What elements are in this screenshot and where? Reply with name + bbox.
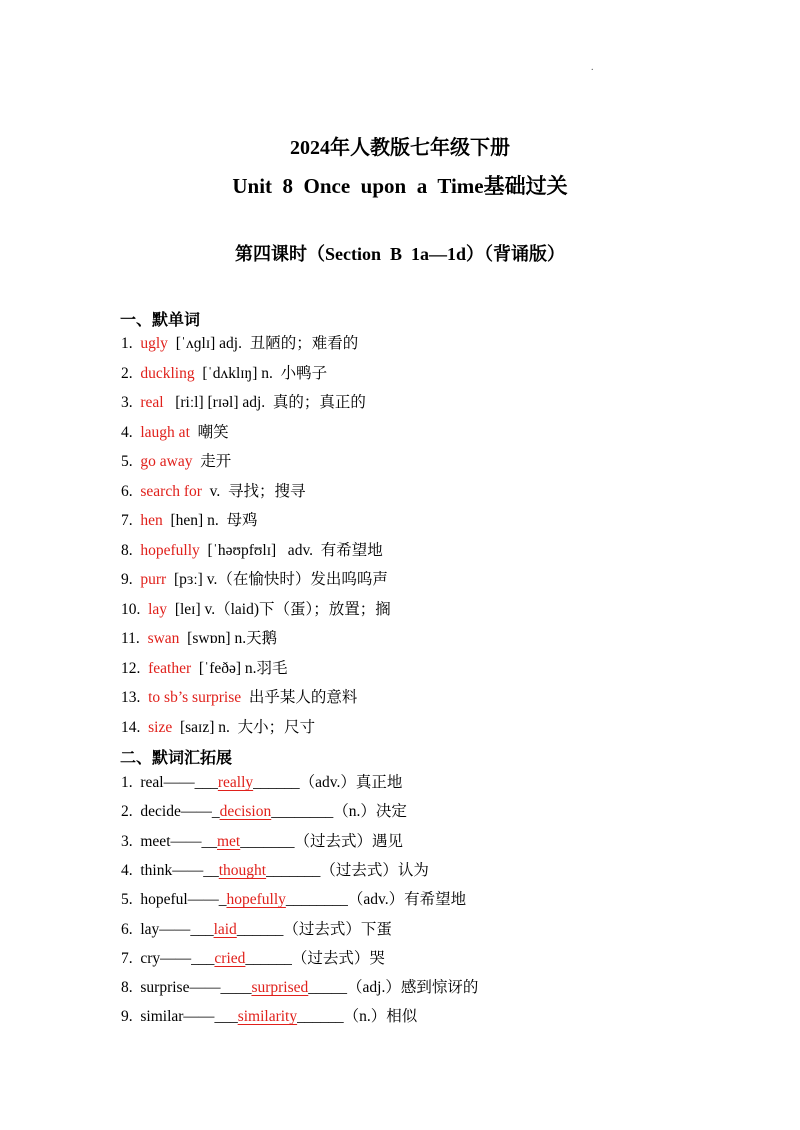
- blank-line: ____: [220, 979, 252, 997]
- derivation-item: [121, 949, 385, 969]
- item-number: 9.: [121, 1008, 133, 1026]
- derivation-item: [121, 890, 466, 910]
- vocab-definition: 出乎某人的意料: [248, 689, 358, 706]
- item-number: 8.: [121, 541, 133, 559]
- answer-word: similarity: [237, 1008, 298, 1026]
- vocab-word: laugh at: [140, 423, 190, 441]
- item-number: 2.: [121, 803, 133, 821]
- vocab-word: real: [140, 394, 164, 411]
- part-of-speech-note: （过去式）哭: [291, 949, 385, 967]
- vocab-definition: [saɪz] n. 大小；尺寸: [179, 718, 316, 736]
- base-word: lay——: [140, 920, 191, 938]
- section2-heading: 二、默词汇拓展: [120, 750, 233, 767]
- blank-line: __: [203, 861, 219, 879]
- vocab-word: feather: [148, 659, 192, 677]
- vocab-definition: 嘲笑: [197, 423, 229, 441]
- item-number: 9.: [121, 571, 133, 588]
- vocab-word: to sb’s surprise: [148, 689, 242, 706]
- item-number: 5.: [121, 891, 133, 909]
- item-number: 6.: [121, 482, 133, 500]
- vocab-item: [121, 423, 229, 443]
- base-word: think——: [140, 861, 204, 879]
- derivation-item: [121, 978, 478, 998]
- blank-line: ___: [191, 949, 215, 967]
- item-number: 6.: [121, 920, 133, 938]
- vocab-item: [121, 541, 383, 561]
- item-number: 4.: [121, 861, 133, 879]
- vocab-item: [121, 600, 391, 620]
- item-number: 3.: [121, 394, 133, 411]
- item-number: 12.: [121, 659, 141, 677]
- vocab-item: [121, 570, 388, 590]
- vocab-definition: [ˈhəʊpfʊlɪ] adv. 有希望地: [207, 541, 383, 559]
- item-number: 11.: [121, 630, 140, 647]
- vocab-word: go away: [140, 453, 193, 470]
- item-number: 13.: [121, 689, 141, 706]
- derivation-item: [121, 832, 403, 852]
- vocab-word: ugly: [140, 335, 168, 352]
- base-word: meet——: [140, 832, 202, 850]
- vocab-definition: [ˈfeðə] n.羽毛: [198, 659, 288, 677]
- vocab-item: [121, 629, 277, 649]
- vocab-item: [121, 452, 231, 472]
- item-number: 1.: [121, 774, 133, 791]
- blank-line: _______: [266, 861, 321, 879]
- vocab-word: size: [148, 718, 173, 736]
- derivation-item: [121, 861, 429, 881]
- item-number: 14.: [121, 718, 141, 736]
- vocab-item: [121, 511, 257, 531]
- base-word: similar——: [140, 1008, 215, 1026]
- derivation-item: [121, 773, 402, 793]
- vocab-item: [121, 393, 366, 413]
- lesson-subtitle: 第四课时（Section B 1a—1d）（背诵版）: [234, 244, 565, 264]
- part-of-speech-note: （n.）相似: [343, 1008, 418, 1026]
- answer-word: hopefully: [226, 891, 286, 909]
- base-word: hopeful——: [140, 891, 219, 909]
- blank-line: _: [218, 891, 227, 909]
- answer-word: surprised: [251, 979, 309, 997]
- item-number: 7.: [121, 512, 133, 529]
- vocab-definition: [ˈdʌklɪŋ] n. 小鸭子: [202, 364, 328, 382]
- vocab-definition: [hen] n. 母鸡: [170, 512, 258, 529]
- item-number: 1.: [121, 335, 133, 352]
- base-word: surprise——: [140, 979, 221, 997]
- vocab-definition: 走开: [200, 453, 232, 470]
- vocab-item: [121, 688, 357, 708]
- answer-word: met: [217, 832, 241, 850]
- vocab-definition: v. 寻找；搜寻: [209, 482, 306, 500]
- item-number: 7.: [121, 949, 133, 967]
- answer-word: decision: [219, 803, 272, 821]
- item-number: 4.: [121, 423, 133, 441]
- base-word: decide——: [140, 803, 212, 821]
- vocab-item: [121, 718, 315, 738]
- answer-word: really: [217, 774, 254, 791]
- vocab-word: swan: [147, 630, 180, 647]
- vocab-definition: [riːl] [rɪəl] adj. 真的；真正的: [171, 394, 366, 411]
- item-number: 10.: [121, 600, 141, 618]
- base-word: real——: [140, 774, 195, 791]
- section1-heading: 一、默单词: [120, 312, 201, 329]
- vocab-item: [121, 482, 306, 502]
- unit-title: Unit 8 Once upon a Time基础过关: [232, 174, 568, 198]
- item-number: 3.: [121, 832, 133, 850]
- blank-line: ________: [271, 803, 334, 821]
- blank-line: ______: [297, 1008, 344, 1026]
- item-number: 5.: [121, 453, 133, 470]
- answer-word: cried: [214, 949, 246, 967]
- part-of-speech-note: （adv.）真正地: [299, 774, 403, 791]
- part-of-speech-note: （过去式）认为: [320, 861, 429, 879]
- vocab-definition: [ˈʌɡlɪ] adj. 丑陋的；难看的: [175, 335, 359, 352]
- item-number: 8.: [121, 979, 133, 997]
- item-number: 2.: [121, 364, 133, 382]
- derivation-item: [121, 802, 407, 822]
- doc-title: 2024年人教版七年级下册: [290, 137, 510, 159]
- derivation-item: [121, 1007, 417, 1027]
- corner-dot: .: [591, 62, 594, 73]
- blank-line: ______: [236, 920, 284, 938]
- blank-line: _____: [308, 979, 348, 997]
- blank-line: ______: [245, 949, 292, 967]
- part-of-speech-note: （adv.）有希望地: [347, 891, 467, 909]
- blank-line: ___: [190, 920, 214, 938]
- vocab-word: hen: [140, 512, 163, 529]
- vocab-definition: [leɪ] v.（laid)下（蛋）；放置；搁: [174, 600, 391, 618]
- blank-line: ________: [285, 891, 348, 909]
- vocab-word: search for: [140, 482, 202, 500]
- part-of-speech-note: （n.）决定: [333, 803, 407, 821]
- blank-line: ______: [253, 774, 300, 791]
- part-of-speech-note: （过去式）遇见: [294, 832, 404, 850]
- vocab-item: [121, 659, 288, 679]
- answer-word: laid: [213, 920, 237, 938]
- vocab-item: [121, 334, 358, 354]
- blank-line: _______: [240, 832, 295, 850]
- vocab-item: [121, 364, 327, 384]
- part-of-speech-note: （过去式）下蛋: [283, 920, 392, 938]
- vocab-word: lay: [148, 600, 168, 618]
- blank-line: __: [201, 832, 217, 850]
- vocab-word: duckling: [140, 364, 195, 382]
- blank-line: ___: [214, 1008, 238, 1026]
- answer-word: thought: [218, 861, 267, 879]
- derivation-item: [121, 920, 392, 940]
- vocab-definition: [pɜː] v.（在愉快时）发出呜呜声: [173, 571, 388, 588]
- blank-line: _: [211, 803, 220, 821]
- vocab-word: hopefully: [140, 541, 200, 559]
- vocab-word: purr: [140, 571, 167, 588]
- blank-line: ___: [194, 774, 218, 791]
- part-of-speech-note: （adj.）感到惊讶的: [347, 979, 479, 997]
- base-word: cry——: [140, 949, 192, 967]
- vocab-definition: [swɒn] n.天鹅: [187, 630, 278, 647]
